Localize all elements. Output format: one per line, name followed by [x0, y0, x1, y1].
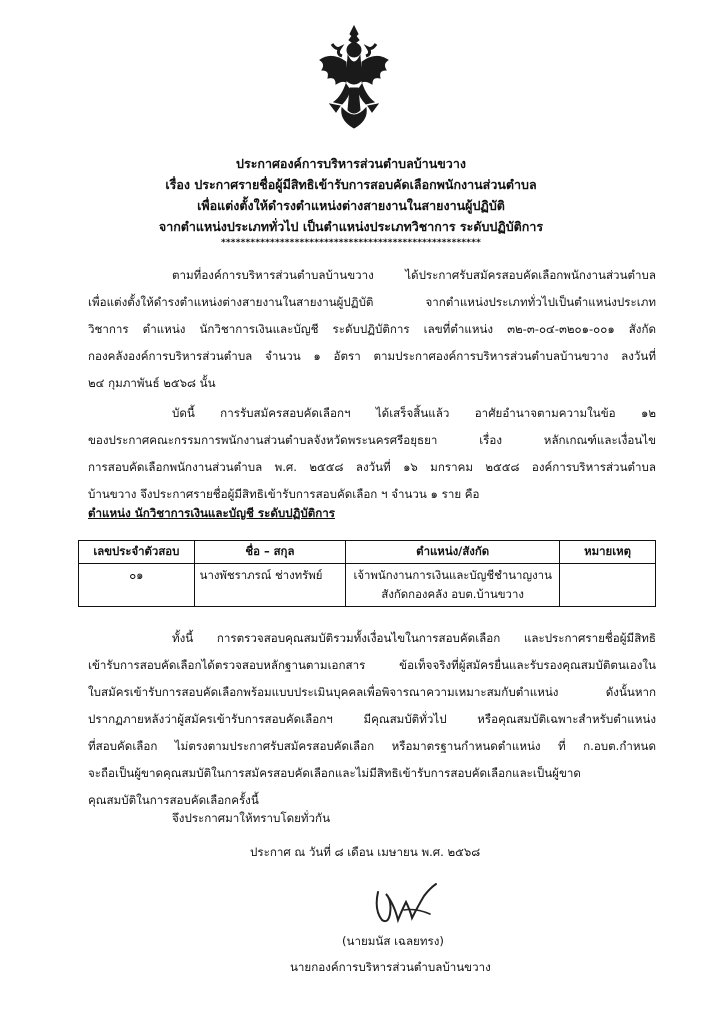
col-header-name: ชื่อ – สกุล [194, 541, 346, 564]
cell-remark [560, 564, 656, 607]
signatory-name: (นายมนัส เฉลยทรง) [342, 934, 444, 948]
para1-line: เพื่อแต่งตั้งให้ดำรงตำแหน่งต่างสายงานในสายงานผู้ปฏิบัติ จากตำแหน่งประเภททั่วไปเป็นตำแหน่งประเภท [88, 295, 656, 309]
subject-line-1: เรื่อง ประกาศรายชื่อผู้มีสิทธิเข้ารับการสอบคัดเลือกพนักงานส่วนตำบล [165, 177, 537, 192]
para2-line: บ้านขวาง จึงประกาศรายชื่อผู้มีสิทธิเข้ารับการสอบคัดเลือก ฯ จำนวน ๑ ราย คือ [88, 487, 480, 501]
para3-line: คุณสมบัติในการสอบคัดเลือกครั้งนี้ [88, 793, 259, 807]
signatory-title: นายกองค์การบริหารส่วนตำบลบ้านขวาง [290, 960, 491, 974]
para1-line: วิชาการ ตำแหน่ง นักวิชาการเงินและบัญชี ระดับปฏิบัติการ เลขที่ตำแหน่ง ๓๒-๓-๐๔-๓๒๐๑-๐๐๑ สังกัด [88, 322, 656, 336]
paragraph-2 [88, 400, 656, 508]
paragraph-3 [88, 625, 656, 814]
para1-line: ๒๔ กุมภาพันธ์ ๒๕๖๘ นั้น [88, 376, 216, 390]
cell-position [346, 564, 560, 607]
para3-line: ใบสมัครเข้ารับการสอบคัดเลือกพร้อมแบบประเมินบุคคลเพื่อพิจารณาความเหมาะสมกับตำแหน่ง ดังนั้นหาก [88, 685, 656, 699]
table-header-row [79, 541, 656, 564]
date-line: ประกาศ ณ วันที่ ๘ เดือน เมษายน พ.ศ. ๒๕๖๘ [250, 845, 481, 859]
para3-line: ทั้งนี้ การตรวจสอบคุณสมบัติรวมทั้งเงื่อนไขในการสอบคัดเลือก และประกาศรายชื่อผู้มีสิทธิ [172, 631, 656, 645]
para2-line: ของประกาศคณะกรรมการพนักงานส่วนตำบลจังหวัดพระนครศรีอยุธยา เรื่อง หลักเกณฑ์และเงื่อนไข [88, 433, 656, 447]
cell-name: นางพัชราภรณ์ ช่างทรัพย์ [194, 564, 346, 607]
org-title: ประกาศองค์การบริหารส่วนตำบลบ้านขวาง [236, 156, 466, 171]
candidate-table [78, 540, 656, 607]
col-header-remark: หมายเหตุ [560, 541, 656, 564]
signature-mark [364, 880, 444, 932]
garuda-emblem-icon [312, 22, 396, 134]
para1-line: ตามที่องค์การบริหารส่วนตำบลบ้านขวาง ได้ประกาศรับสมัครสอบคัดเลือกพนักงานส่วนตำบล [172, 268, 656, 282]
announce-line: จึงประกาศมาให้ทราบโดยทั่วกัน [172, 811, 330, 825]
cell-exam-no: ๐๑ [79, 564, 195, 607]
cell-position-line1: เจ้าพนักงานการเงินและบัญชีชำนาญงาน [353, 568, 552, 582]
para3-line: เข้ารับการสอบคัดเลือกได้ตรวจสอบหลักฐานตามเอกสาร ข้อเท็จจริงที่ผู้สมัครยื่นและรับรองคุณสมบัติตนเองใน [88, 658, 656, 672]
position-heading: ตำแหน่ง นักวิชาการเงินและบัญชี ระดับปฏิบัติการ [88, 506, 335, 520]
para3-line: ปรากฏภายหลังว่าผู้สมัครเข้ารับการสอบคัดเลือกฯ มีคุณสมบัติทั่วไป หรือคุณสมบัติเฉพาะสำหรับตำแหน่ง [88, 712, 656, 726]
para1-line: กองคลังองค์การบริหารส่วนตำบล จำนวน ๑ อัตรา ตามประกาศองค์การบริหารส่วนตำบลบ้านขวาง ลงวันที่ [88, 349, 656, 363]
para3-line: ที่สอบคัดเลือก ไม่ตรงตามประกาศรับสมัครสอบคัดเลือก หรือมาตรฐานกำหนดตำแหน่ง ที่ ก.อบต.กำหนด [88, 739, 656, 753]
table-row [79, 564, 656, 607]
col-header-exam-no: เลขประจำตัวสอบ [79, 541, 195, 564]
subject-line-2: เพื่อแต่งตั้งให้ดำรงตำแหน่งต่างสายงานในสายงานผู้ปฏิบัติ [197, 198, 505, 213]
cell-position-line2: สังกัดกองคลัง อบต.บ้านขวาง [381, 587, 524, 601]
col-header-position: ตำแหน่ง/สังกัด [346, 541, 560, 564]
paragraph-1 [88, 262, 656, 397]
para2-line: บัดนี้ การรับสมัครสอบคัดเลือกฯ ได้เสร็จสิ้นแล้ว อาศัยอำนาจตามความในข้อ ๑๒ [172, 406, 656, 420]
para2-line: การสอบคัดเลือกพนักงานส่วนตำบล พ.ศ. ๒๕๕๘ ลงวันที่ ๑๖ มกราคม ๒๕๕๘ องค์การบริหารส่วนตำบล [88, 460, 656, 474]
subject-line-3: จากตำแหน่งประเภททั่วไป เป็นตำแหน่งประเภทวิชาการ ระดับปฏิบัติการ [158, 219, 544, 234]
para3-line: จะถือเป็นผู้ขาดคุณสมบัติในการสมัครสอบคัดเลือกและไม่มีสิทธิเข้ารับการสอบคัดเลือกและเป็นผู้ขาด [88, 766, 581, 780]
divider-stars: ***************************************************** [220, 238, 482, 248]
